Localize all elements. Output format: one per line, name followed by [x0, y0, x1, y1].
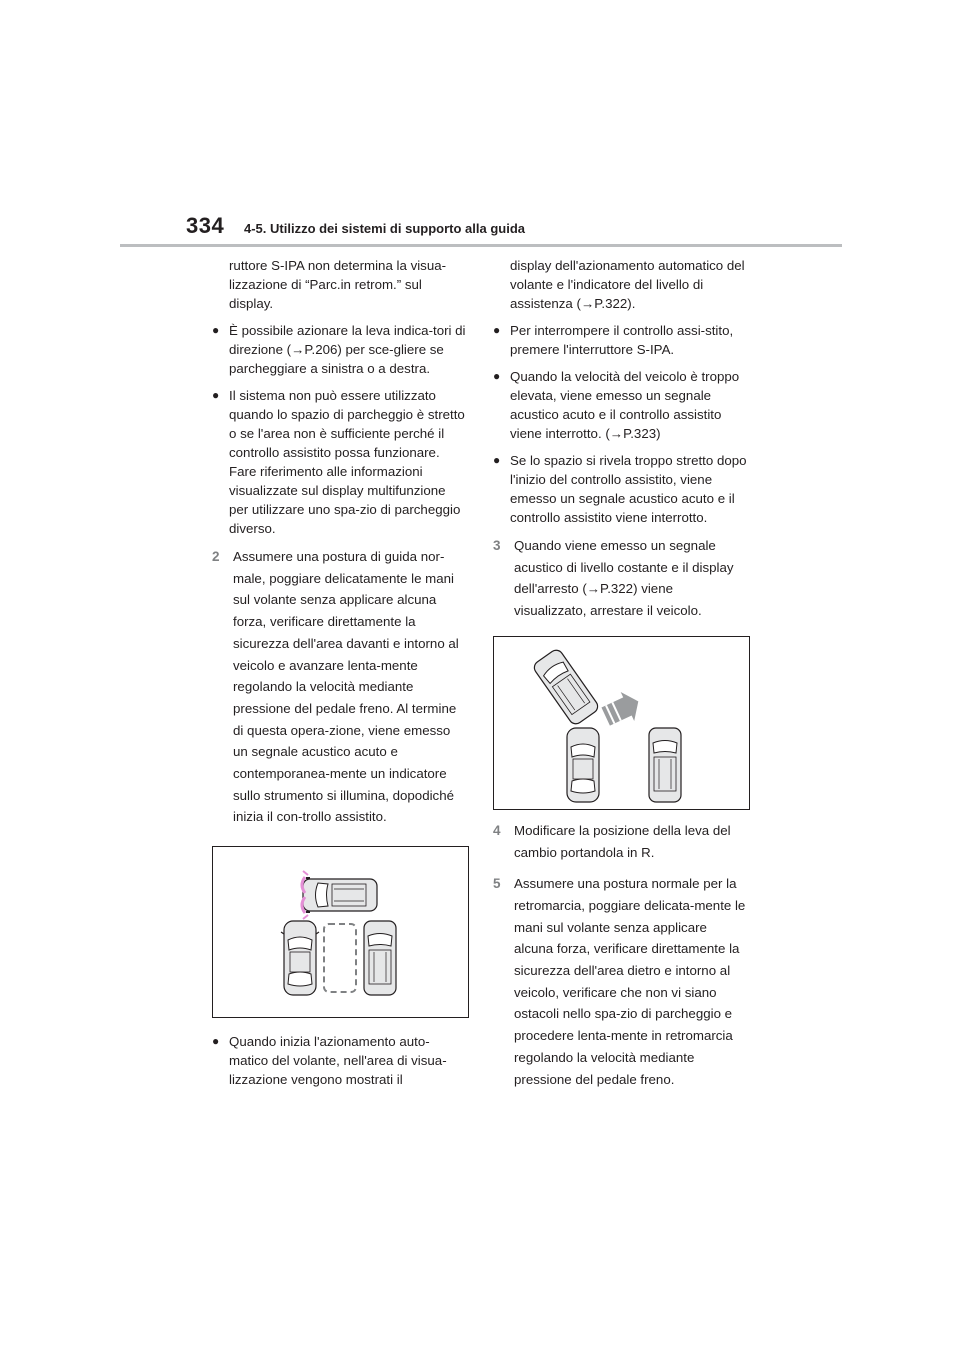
list-item [212, 1032, 467, 1089]
continuation-text: ruttore S-IPA non determina la visua-lizzazione di “Parc.in retrom.” sul display. [229, 258, 447, 311]
step-item [493, 873, 748, 1090]
step-text: Modificare la posizione della leva del cambio portandola in R. [514, 822, 731, 860]
bullet-text: Quando la velocità del veicolo è troppo elevata, viene emesso un segnale acustico acuto e il controllo assistito viene interrotto. (→P.323) [510, 369, 740, 441]
bullet-icon: ● [212, 323, 220, 337]
bullet-icon: ● [212, 388, 220, 402]
bullet-text: Quando inizia l'azionamento auto-matico del volante, nell'area di visua-lizzazione vengono mostrati il [229, 1034, 447, 1088]
header-rule [120, 244, 842, 247]
bullet-text: È possibile azionare la leva indica-tori di direzione (→P.206) per sce-gliere se parcheggiare a sinistra o a destra. [229, 323, 466, 376]
step-number: 3 [493, 538, 501, 553]
bullet-icon: ● [212, 1034, 220, 1049]
page-number: 334 [186, 213, 225, 238]
parking-diagram-forward [212, 846, 469, 1018]
bullet-text: Il sistema non può essere utilizzato quando lo spazio di parcheggio è stretto o se l'area non è sufficiente perché il controllo assistito possa funzionare. Fare riferimento alle informazioni visualizzate sul display multifunzione per utilizzare uno spa-zio di parcheggio diverso. [229, 388, 465, 536]
list-item [212, 386, 467, 538]
bullet-text: Se lo spazio si rivela troppo stretto dopo l'inizio del controllo assistito, viene emesso un segnale acustico acuto e il controllo assistito viene interrotto. [510, 453, 747, 525]
step-text: Quando viene emesso un segnale acustico di livello costante e il display dell'arresto (→P.322) viene visualizzato, arrestare il veicolo. [514, 538, 734, 619]
step-item [493, 820, 748, 863]
list-item [493, 367, 748, 443]
list-item [493, 321, 748, 359]
parking-diagram-stop [493, 636, 750, 810]
bullet-icon: ● [493, 323, 501, 337]
bullet-text: Per interrompere il controllo assi-stito, premere l'interruttore S-IPA. [510, 323, 734, 357]
step-item [493, 535, 748, 622]
step-number: 5 [493, 876, 501, 892]
left-column [212, 256, 467, 1097]
bullet-icon: ● [493, 453, 501, 467]
bullet-icon: ● [493, 369, 501, 383]
list-item [493, 451, 748, 527]
step-item [212, 546, 467, 828]
continuation-text: display dell'azionamento automatico del volante e l'indicatore del livello di assistenza (→P.322). [510, 258, 745, 311]
list-item [212, 321, 467, 378]
parking-diagram-svg [213, 847, 468, 1017]
section-title: 4-5. Utilizzo dei sistemi di supporto alla guida [244, 221, 525, 236]
step-number: 2 [212, 549, 220, 564]
parking-diagram-svg [494, 637, 749, 809]
step-number: 4 [493, 822, 501, 838]
right-column [493, 256, 748, 1100]
step-text: Assumere una postura di guida nor-male, poggiare delicatamente le mani sul volante senza applicare alcuna forza, verificare direttamente la sicurezza dell'area davanti e intorno al veicolo e avanzare lenta-mente regolando la velocità mediante pressione del pedale freno. Al termine di questa opera-zione, viene emesso un segnale acustico acuto e contemporanea-mente un indicatore sullo strumento si illumina, dopodiché inizia il con-trollo assistito. [233, 549, 459, 825]
step-text: Assumere una postura normale per la retromarcia, poggiare delicata-mente le mani sul volante senza applicare alcuna forza, verificare direttamente la sicurezza dell'area dietro e intorno al veicolo, verificare che non vi siano ostacoli nello spa-zio di parcheggio e procedere lenta-mente in retromarcia regolando la velocità mediante pressione del pedale freno. [514, 876, 746, 1087]
